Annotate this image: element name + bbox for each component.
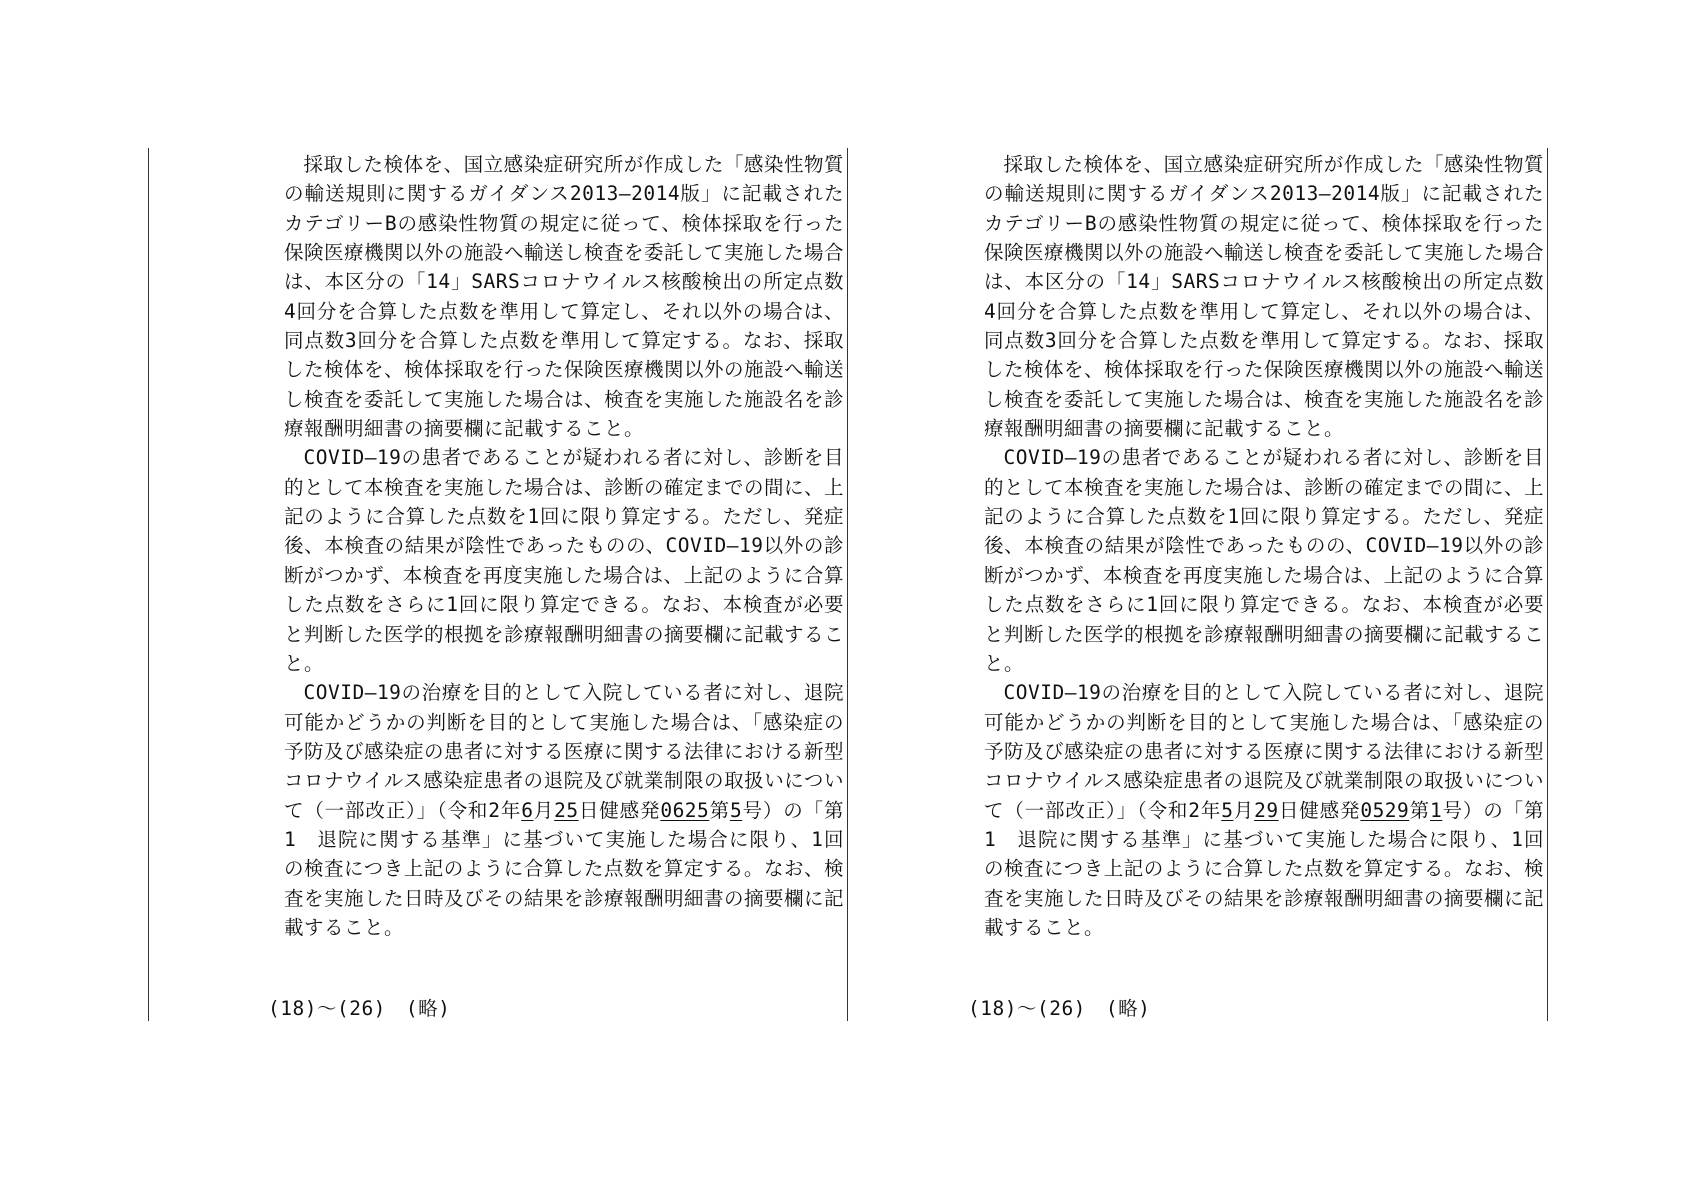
left-column-right-rule xyxy=(847,148,848,1021)
left-paragraph-diagnosis: COVID―19の患者であることが疑われる者に対し、診断を目的として本検査を実施した場合は、診断の確定までの間に、上記のように合算した点数を1回に限り算定する。ただし、発症後、本検査の結果が陰性であったものの、COVID―19以外の診断がつかず、本検査を再度実施した場合は、上記のように合算した点数をさらに1回に限り算定できる。なお、本検査が必要と判断した医学的根拠を診療報酬明細書の摘要欄に記載すること。 xyxy=(284,446,845,675)
left-para3-text-e: 号）の「第1 退院に関する基準」に基づいて実施した場合に限り、1回の検査につき上記のように合算した点数を算定する。なお、検査を実施した日時及びその結果を診療報酬明細書の摘要欄に記載すること。 xyxy=(284,798,845,939)
right-para3-underline-number: 0529 xyxy=(1360,798,1410,822)
right-para3-text-b: 月 xyxy=(1233,798,1255,822)
right-column xyxy=(984,150,1544,942)
right-para3-underline-issue: 1 xyxy=(1429,798,1443,822)
right-para3-text-c: 日健感発 xyxy=(1278,798,1361,822)
left-para3-text-c: 日健感発 xyxy=(578,798,661,822)
right-omitted-items: (18)～(26) (略) xyxy=(968,997,1151,1020)
right-paragraph-discharge xyxy=(984,678,1544,942)
right-para3-underline-month: 5 xyxy=(1221,798,1234,822)
right-para3-text-d: 第 xyxy=(1409,798,1430,822)
left-para3-underline-number: 0625 xyxy=(660,798,710,822)
left-para3-text-b: 月 xyxy=(533,798,555,822)
left-omitted-items: (18)～(26) (略) xyxy=(268,997,451,1020)
left-para3-underline-day: 25 xyxy=(554,798,579,822)
left-para3-text-a: COVID―19の治療を目的として入院している者に対し、退院可能かどうかの判断を目的として実施した場合は、「感染症の予防及び感染症の患者に対する医療に関する法律における新型コロナウイルス感染症患者の退院及び就業制限の取扱いについて（一部改正）」（令和2年 xyxy=(284,681,845,822)
left-column-left-rule xyxy=(148,148,149,1021)
right-column-right-rule xyxy=(1547,148,1548,1021)
right-paragraph-specimen-transport: 採取した検体を、国立感染症研究所が作成した「感染性物質の輸送規則に関するガイダンス2013―2014版」に記載されたカテゴリーBの感染性物質の規定に従って、検体採取を行った保険医療機関以外の施設へ輸送し検査を委託して実施した場合は、本区分の「14」SARSコロナウイルス核酸検出の所定点数4回分を合算した点数を準用して算定し、それ以外の場合は、同点数3回分を合算した点数を準用して算定する。なお、採取した検体を、検体採取を行った保険医療機関以外の施設へ輸送し検査を委託して実施した場合は、検査を実施した施設名を診療報酬明細書の摘要欄に記載すること。 xyxy=(984,153,1545,441)
left-para3-underline-month: 6 xyxy=(521,798,534,822)
right-paragraph-diagnosis: COVID―19の患者であることが疑われる者に対し、診断を目的として本検査を実施した場合は、診断の確定までの間に、上記のように合算した点数を1回に限り算定する。ただし、発症後、本検査の結果が陰性であったものの、COVID―19以外の診断がつかず、本検査を再度実施した場合は、上記のように合算した点数をさらに1回に限り算定できる。なお、本検査が必要と判断した医学的根拠を診療報酬明細書の摘要欄に記載すること。 xyxy=(984,446,1545,675)
left-paragraph-specimen-transport: 採取した検体を、国立感染症研究所が作成した「感染性物質の輸送規則に関するガイダンス2013―2014版」に記載されたカテゴリーBの感染性物質の規定に従って、検体採取を行った保険医療機関以外の施設へ輸送し検査を委託して実施した場合は、本区分の「14」SARSコロナウイルス核酸検出の所定点数4回分を合算した点数を準用して算定し、それ以外の場合は、同点数3回分を合算した点数を準用して算定する。なお、採取した検体を、検体採取を行った保険医療機関以外の施設へ輸送し検査を委託して実施した場合は、検査を実施した施設名を診療報酬明細書の摘要欄に記載すること。 xyxy=(284,153,845,441)
left-paragraph-discharge xyxy=(284,678,844,942)
left-column xyxy=(284,150,844,942)
right-para3-underline-day: 29 xyxy=(1254,798,1279,822)
right-para3-text-e: 号）の「第1 退院に関する基準」に基づいて実施した場合に限り、1回の検査につき上記のように合算した点数を算定する。なお、検査を実施した日時及びその結果を診療報酬明細書の摘要欄に記載すること。 xyxy=(984,798,1545,939)
right-para3-text-a: COVID―19の治療を目的として入院している者に対し、退院可能かどうかの判断を目的として実施した場合は、「感染症の予防及び感染症の患者に対する医療に関する法律における新型コロナウイルス感染症患者の退院及び就業制限の取扱いについて（一部改正）」（令和2年 xyxy=(984,681,1545,822)
left-para3-text-d: 第 xyxy=(709,798,730,822)
left-para3-underline-issue: 5 xyxy=(729,798,743,822)
